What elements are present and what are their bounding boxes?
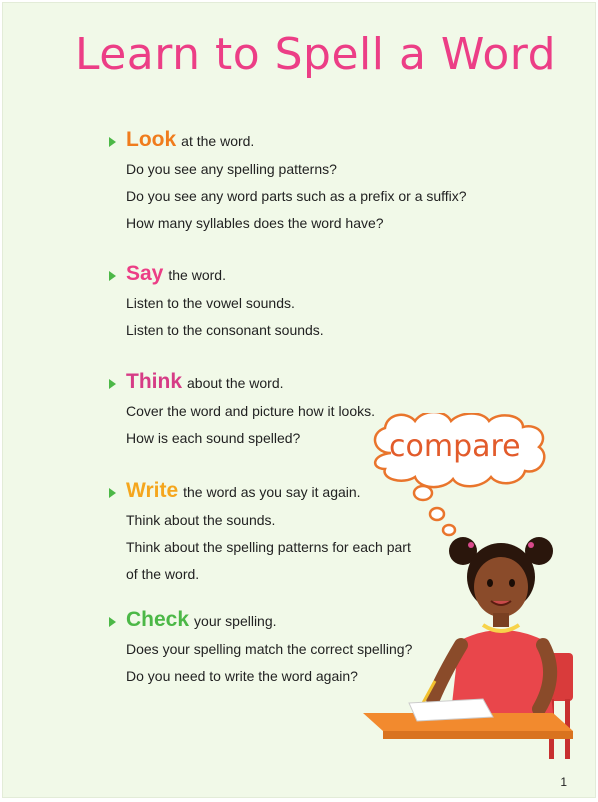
step-line: Does your spelling match the correct spelling?	[126, 641, 413, 657]
thought-bubble-word: compare	[389, 429, 521, 464]
step-text: about the word.	[187, 375, 284, 391]
step-text: your spelling.	[194, 613, 277, 629]
step-keyword: Say	[126, 262, 164, 285]
step-line: Do you need to write the word again?	[126, 668, 358, 684]
page-title: Learn to Spell a Word	[75, 29, 557, 80]
step-line: Cover the word and picture how it looks.	[126, 403, 376, 419]
bullet-arrow-icon	[109, 379, 116, 389]
step-keyword: Check	[126, 608, 190, 631]
step-text: at the word.	[181, 133, 255, 149]
step-line: Do you see any word parts such as a prefix or a suffix?	[126, 188, 467, 204]
step-say	[109, 262, 324, 344]
bullet-arrow-icon	[109, 488, 116, 498]
step-line: Listen to the vowel sounds.	[126, 295, 295, 311]
step-keyword: Look	[126, 128, 177, 151]
bullet-arrow-icon	[109, 617, 116, 627]
step-line: Listen to the consonant sounds.	[126, 322, 324, 338]
step-line: Think about the sounds.	[126, 512, 276, 528]
step-keyword: Think	[126, 370, 182, 393]
step-text: the word as you say it again.	[183, 484, 361, 500]
workbook-page	[2, 2, 596, 798]
step-line: Think about the spelling patterns for each part	[126, 539, 411, 555]
step-keyword: Write	[126, 479, 179, 502]
bullet-arrow-icon	[109, 137, 116, 147]
bullet-arrow-icon	[109, 271, 116, 281]
step-line: of the word.	[126, 566, 200, 582]
step-text: the word.	[168, 267, 226, 283]
step-line: How is each sound spelled?	[126, 430, 301, 446]
page-number: 1	[560, 775, 567, 789]
girl-figure	[423, 537, 553, 713]
step-line: How many syllables does the word have?	[126, 215, 384, 231]
step-think	[109, 370, 375, 452]
step-line: Do you see any spelling patterns?	[126, 161, 337, 177]
step-look	[109, 128, 467, 237]
girl-illustration	[363, 413, 596, 798]
